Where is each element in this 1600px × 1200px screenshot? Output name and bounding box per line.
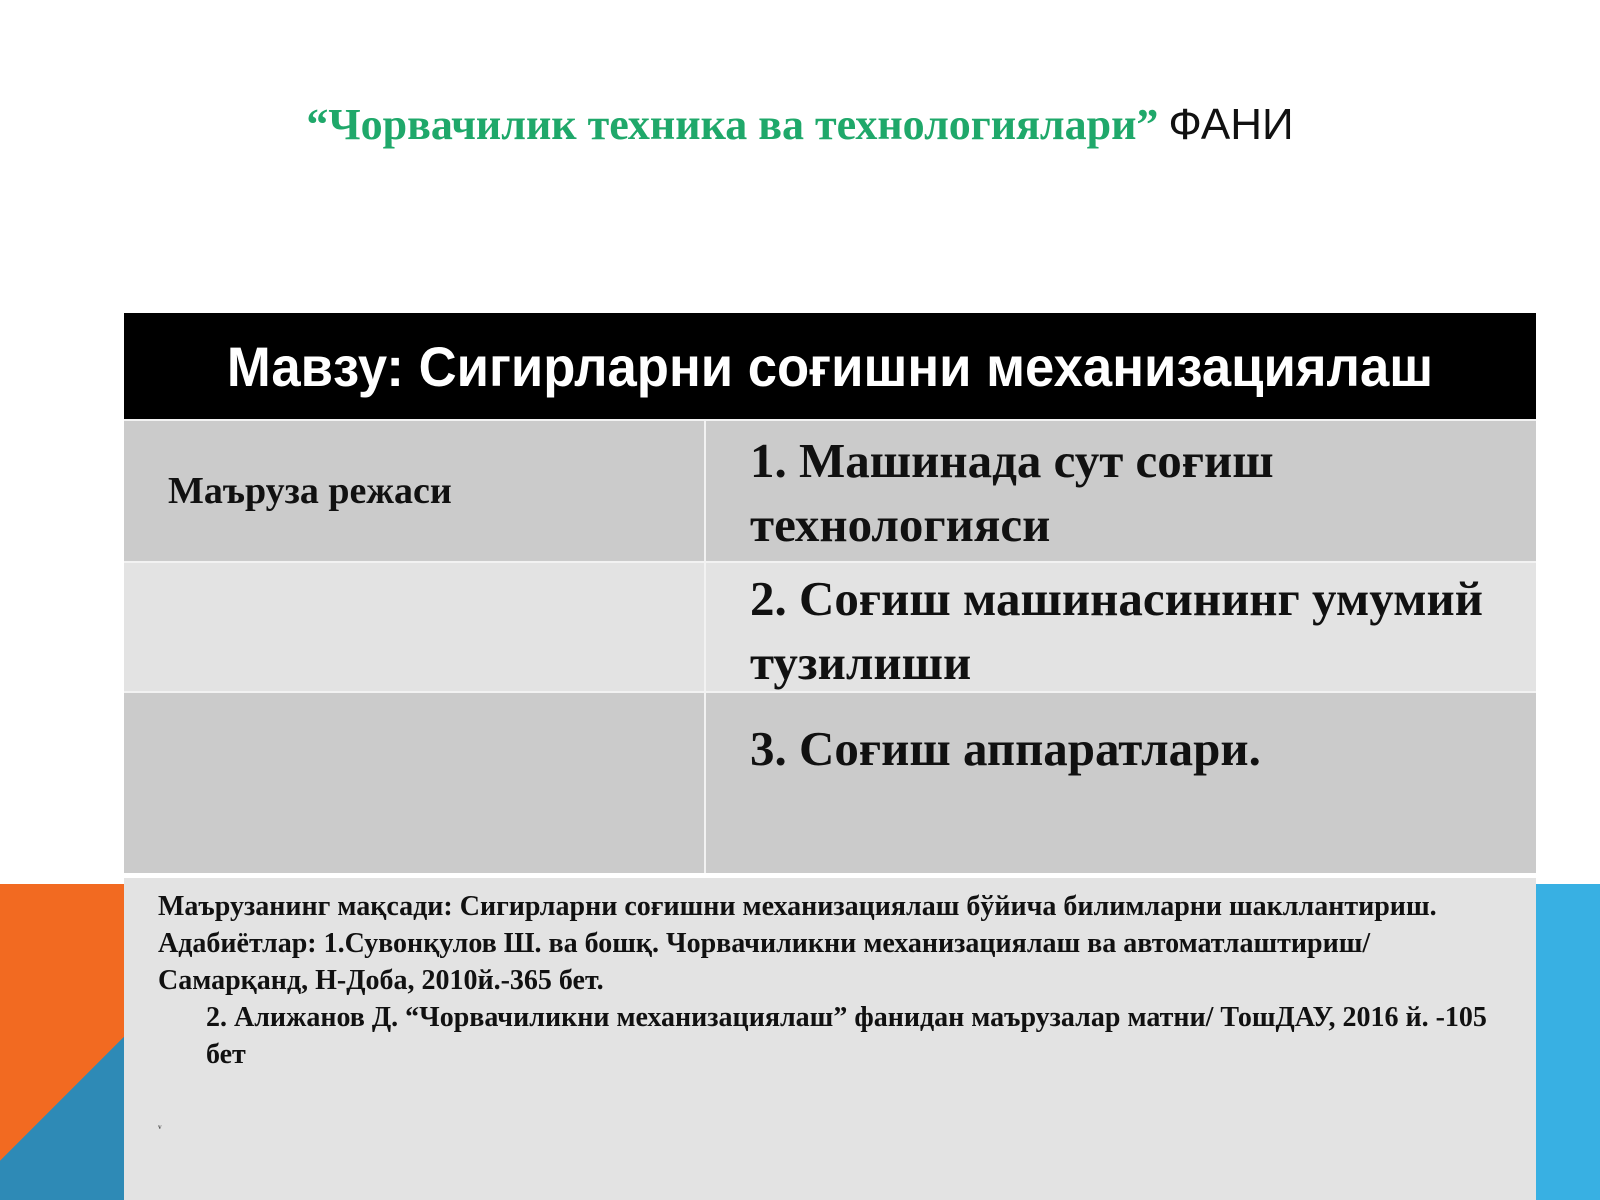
subject-title-suffix: ФАНИ	[1168, 100, 1294, 149]
literature-1: Адабиётлар: 1.Сувонқулов Ш. ва бошқ. Чорвачиликни механизациялаш ва автоматлаштириш/ Самарқанд, Н-Доба, 2010й.-365 бет.	[158, 928, 1371, 996]
plan-item-cell	[706, 421, 1536, 561]
plan-item-1: 1. Машинада сут соғиш технологияси	[750, 433, 1274, 552]
plan-item-2: 2. Соғиш машинасининг умумий тузилиши	[750, 571, 1483, 690]
lecture-goal: Маърузанинг мақсади: Сигирларни соғишни механизациялаш бўйича билимларни шакллантириш.	[158, 891, 1437, 922]
table-row	[124, 419, 1536, 561]
blue-side-decoration	[1530, 884, 1600, 1200]
small-mark: ᵥ	[158, 1117, 162, 1131]
empty-cell	[124, 563, 706, 691]
plan-label: Маъруза режаси	[168, 470, 452, 512]
plan-item-cell	[706, 693, 1536, 873]
plan-item-3: 3. Соғиш аппаратлари.	[750, 721, 1261, 776]
topic-title: Мавзу: Сигирларни соғишни механизациялаш	[166, 313, 1493, 419]
plan-item-cell	[706, 563, 1536, 691]
table-row	[124, 691, 1536, 873]
lecture-info-box	[124, 878, 1536, 1200]
plan-label-cell	[124, 421, 706, 561]
blue-corner-decoration	[0, 884, 130, 1200]
subject-title-quoted: “Чорвачилик техника ва технологиялари”	[306, 100, 1159, 149]
subject-title	[0, 92, 1600, 158]
lecture-plan-table	[124, 313, 1536, 873]
topic-header	[124, 313, 1536, 419]
literature-2: 2. Алижанов Д. “Чорвачиликни механизациялаш” фанидан маърузалар матни/ ТошДАУ, 2016 й. -105 бет	[206, 1002, 1487, 1070]
empty-cell	[124, 693, 706, 873]
table-row	[124, 561, 1536, 691]
